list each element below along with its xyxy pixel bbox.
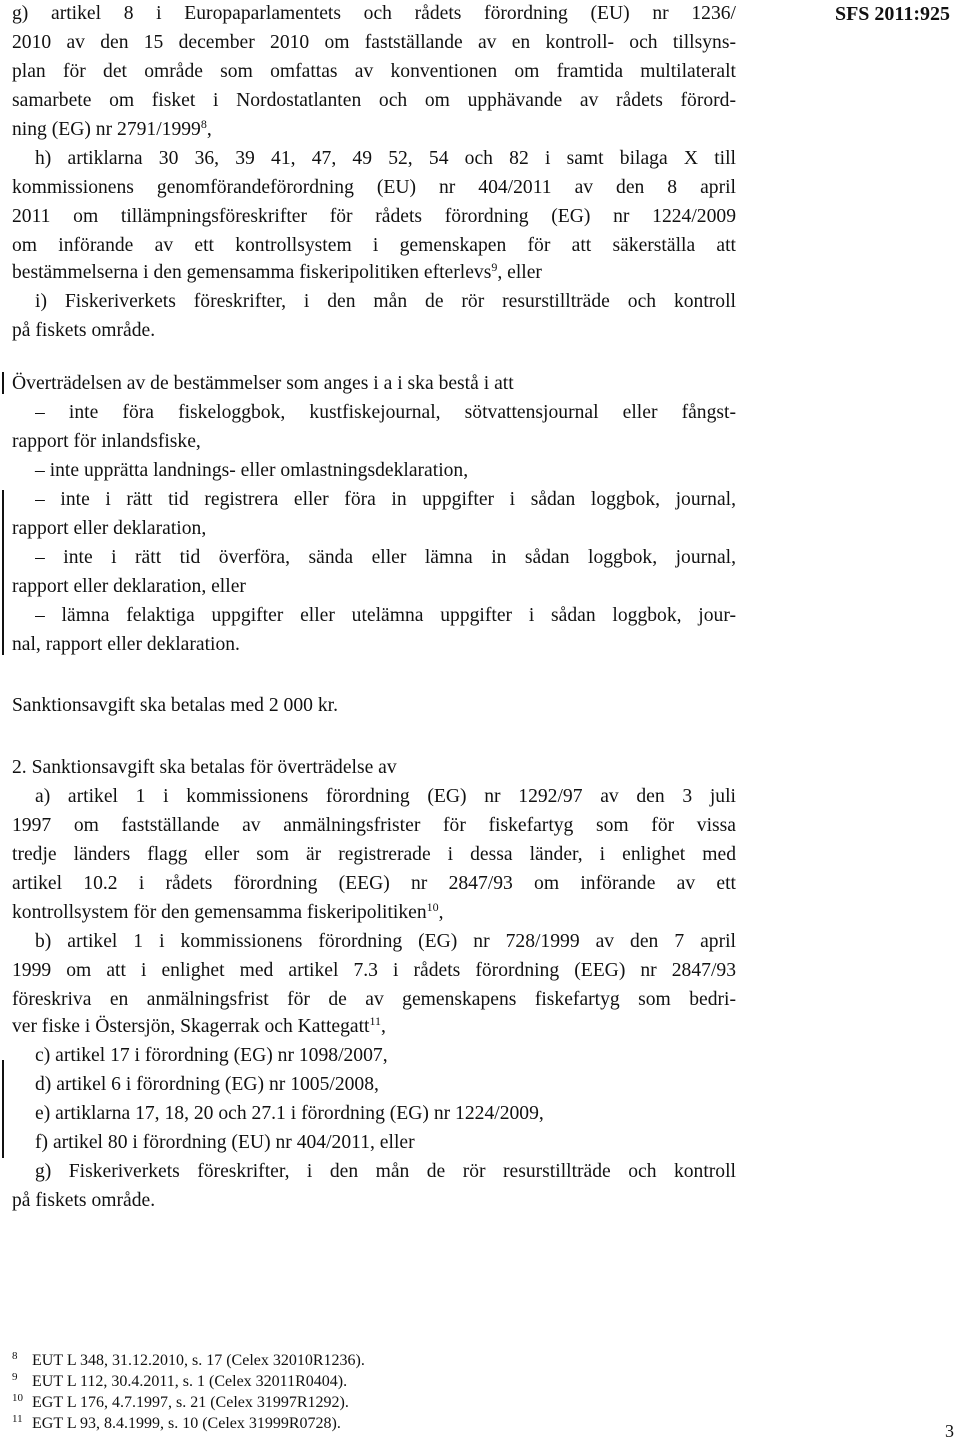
- text-line: rapport eller deklaration, eller: [12, 576, 246, 597]
- footnote-number: 11: [12, 1413, 23, 1425]
- text-line: rapport eller deklaration,: [12, 518, 207, 539]
- text-line: tredje länders flagg eller som är registrerade i dessa länder, i enlighet med: [12, 844, 736, 865]
- sfs-code: SFS 2011:925: [834, 3, 950, 25]
- text-line: a) artikel 1 i kommissionens förordning (EG) nr 1292/97 av den 3 juli: [35, 786, 736, 807]
- text-line: i) Fiskeriverkets föreskrifter, i den mån de rör resurstillträde och kontroll: [35, 291, 736, 312]
- text-line: g) artikel 8 i Europaparlamentets och rådets förordning (EU) nr 1236/: [12, 3, 736, 24]
- change-bar: [2, 490, 4, 655]
- text-line: 2010 av den 15 december 2010 om fastställande av en kontroll- och tillsyns-: [12, 32, 736, 53]
- text-line: e) artiklarna 17, 18, 20 och 27.1 i förordning (EG) nr 1224/2009,: [35, 1103, 544, 1124]
- text-line: – inte i rätt tid registrera eller föra in uppgifter i sådan loggbok, journal,: [35, 489, 736, 510]
- text-line: c) artikel 17 i förordning (EG) nr 1098/2007,: [35, 1045, 388, 1066]
- footnote: [12, 1350, 365, 1371]
- text-line: på fiskets område.: [12, 320, 156, 341]
- text-line: b) artikel 1 i kommissionens förordning (EG) nr 728/1999 av den 7 april: [35, 931, 736, 952]
- text-line: kontrollsystem för den gemensamma fiskeripolitiken$^{10}$,: [12, 900, 444, 923]
- footnote-ref: 10: [426, 900, 439, 914]
- footnote-text: EGT L 93, 8.4.1999, s. 10 (Celex 31999R0728).: [32, 1415, 341, 1432]
- text-line: på fiskets område.: [12, 1190, 156, 1211]
- text-line: Överträdelsen av de bestämmelser som anges i a i ska bestå i att: [12, 373, 514, 394]
- text-line: – inte i rätt tid överföra, sända eller lämna in sådan loggbok, journal,: [35, 547, 736, 568]
- text-line: bestämmelserna i den gemensamma fiskeripolitiken efterlevs$^9$, eller: [12, 260, 542, 283]
- text-line: g) Fiskeriverkets föreskrifter, i den mån de rör resurstillträde och kontroll: [35, 1161, 736, 1182]
- text-line: ning (EG) nr 2791/1999$^8$,: [12, 117, 212, 140]
- change-bar: [2, 1060, 4, 1158]
- footnote-number: 9: [12, 1371, 18, 1383]
- change-bar: [2, 372, 4, 394]
- footnote: [12, 1392, 349, 1413]
- section-heading: 2. Sanktionsavgift ska betalas för överträdelse av: [12, 757, 397, 778]
- text-line: föreskriva en anmälningsfrist för de av gemenskapens fiskefartyg som bedri-: [12, 989, 736, 1010]
- text-line: 2011 om tillämpningsföreskrifter för rådets förordning (EG) nr 1224/2009: [12, 206, 736, 227]
- text-line: kommissionens genomförandeförordning (EU) nr 404/2011 av den 8 april: [12, 177, 736, 198]
- text-line: – lämna felaktiga uppgifter eller utelämna uppgifter i sådan loggbok, jour-: [35, 605, 736, 626]
- footnote: [12, 1413, 341, 1434]
- footnote-number: 10: [12, 1392, 23, 1404]
- footnote-ref: 11: [369, 1014, 382, 1028]
- text-line: plan för det område som omfattas av konventionen om framtida multilateralt: [12, 61, 736, 82]
- text-line: 1999 om att i enlighet med artikel 7.3 i rådets förordning (EEG) nr 2847/93: [12, 960, 736, 981]
- text-line: om införande av ett kontrollsystem i gemenskapen för att säkerställa att: [12, 235, 736, 256]
- footnote-text: EUT L 112, 30.4.2011, s. 1 (Celex 32011R0404).: [32, 1373, 348, 1390]
- text-line: ver fiske i Östersjön, Skagerrak och Kattegatt$^{11}$,: [12, 1014, 386, 1037]
- footnote-ref: 8: [200, 117, 207, 131]
- footnote-ref: 9: [491, 260, 498, 274]
- text-line: f) artikel 80 i förordning (EU) nr 404/2011, eller: [35, 1132, 415, 1153]
- text-line: nal, rapport eller deklaration.: [12, 634, 240, 655]
- text-line: – inte föra fiskeloggbok, kustfiskejournal, sötvattensjournal eller fångst-: [35, 402, 736, 423]
- text-line: h) artiklarna 30 36, 39 41, 47, 49 52, 54 och 82 i samt bilaga X till: [35, 148, 736, 169]
- text-line: 1997 om fastställande av anmälningsfrister för fiskefartyg som för vissa: [12, 815, 736, 836]
- footnote: [12, 1371, 348, 1392]
- sanction-amount: Sanktionsavgift ska betalas med 2 000 kr.: [12, 695, 338, 716]
- footnote-number: 8: [12, 1350, 18, 1362]
- footnote-text: EGT L 176, 4.7.1997, s. 21 (Celex 31997R1292).: [32, 1394, 349, 1411]
- text-line: d) artikel 6 i förordning (EG) nr 1005/2008,: [35, 1074, 379, 1095]
- footnote-text: EUT L 348, 31.12.2010, s. 17 (Celex 32010R1236).: [32, 1352, 365, 1369]
- text-line: artikel 10.2 i rådets förordning (EEG) nr 2847/93 om införande av ett: [12, 873, 736, 894]
- text-line: samarbete om fisket i Nordostatlanten och om upphävande av rådets förord-: [12, 90, 736, 111]
- page-number: 3: [945, 1421, 954, 1441]
- text-line: rapport för inlandsfiske,: [12, 431, 201, 452]
- text-line: – inte upprätta landnings- eller omlastningsdeklaration,: [35, 460, 469, 481]
